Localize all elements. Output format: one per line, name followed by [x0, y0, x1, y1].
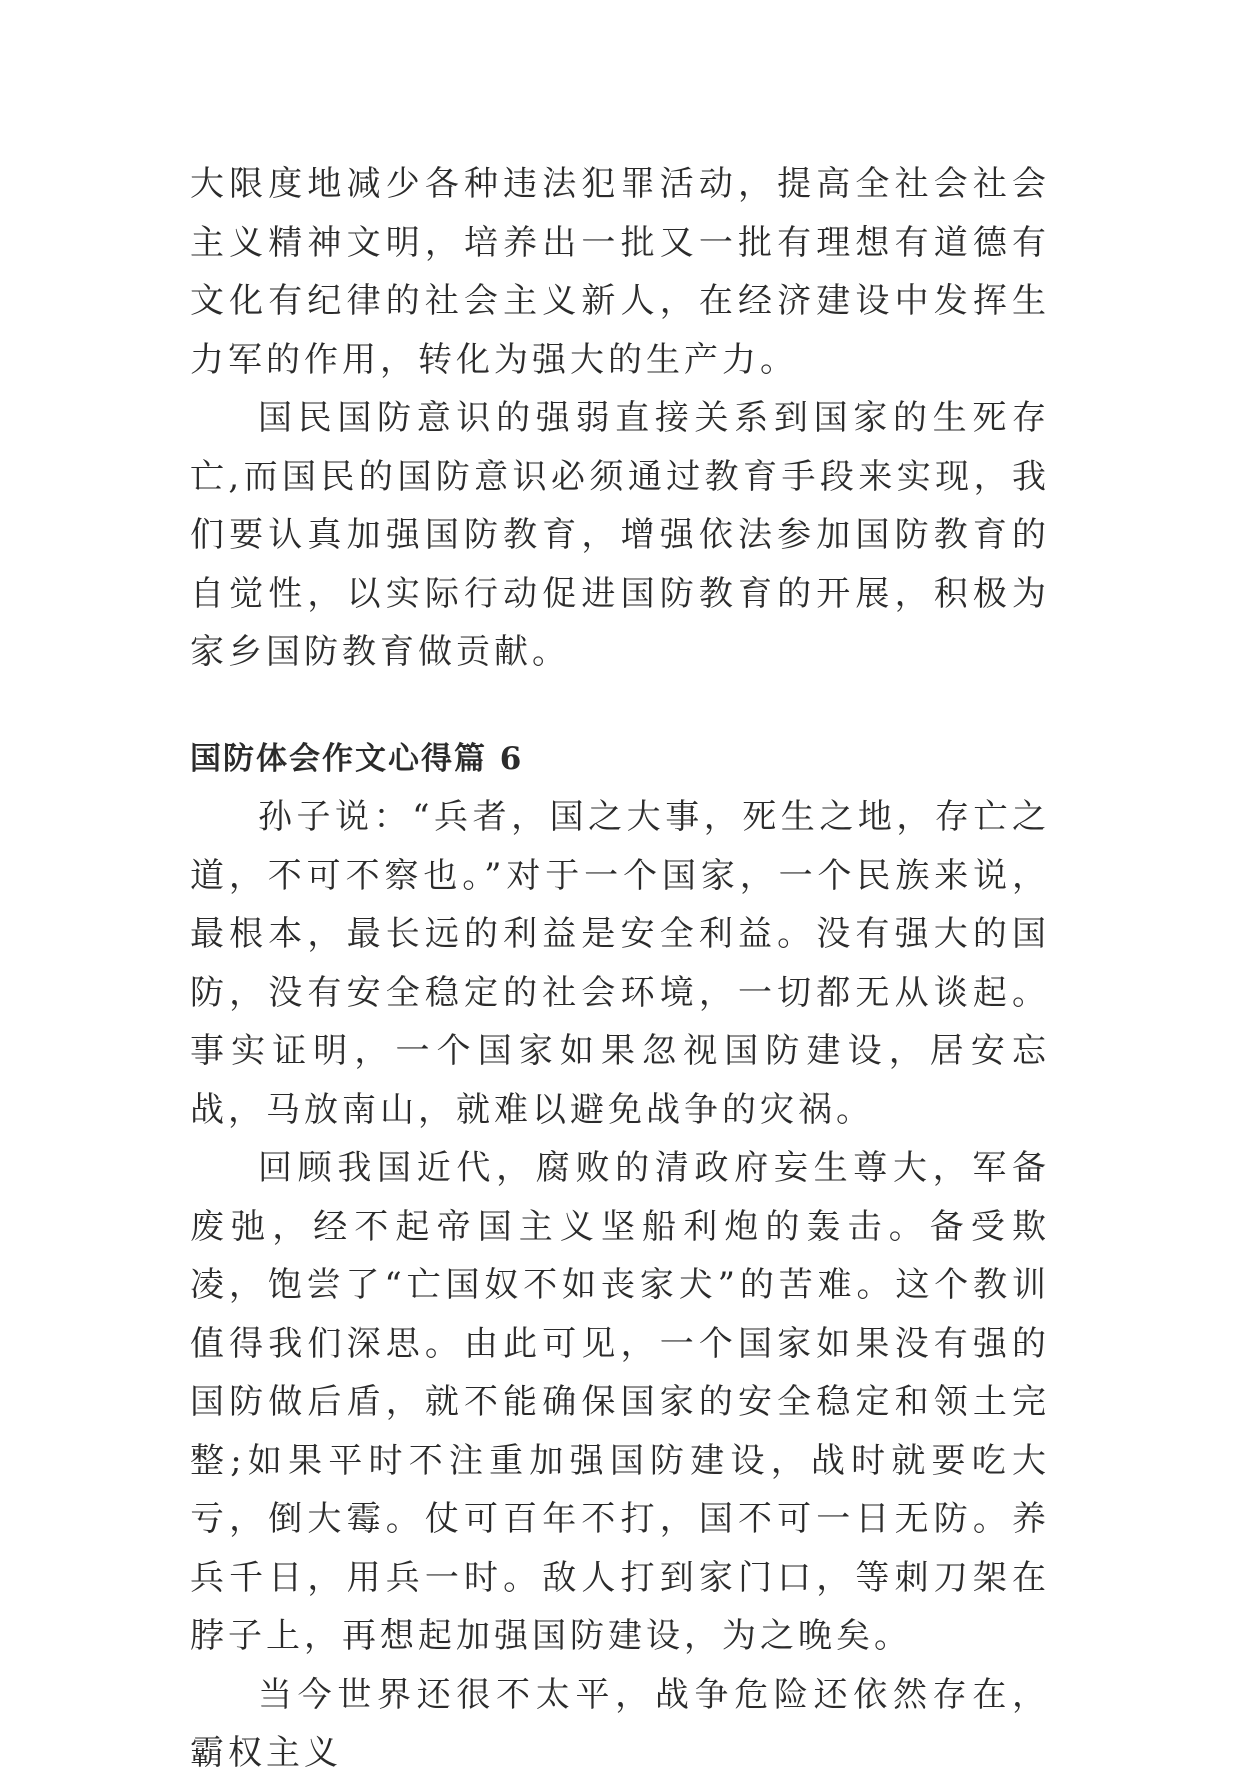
document-body — [190, 155, 1050, 1783]
paragraph-modern-history: 回顾我国近代，腐败的清政府妄生尊大，军备废弛，经不起帝国主义坚船利炮的轰击。备受欺凌，饱尝了“亡国奴不如丧家犬”的苦难。这个教训值得我们深思。由此可见，一个国家如果没有强的国防做后盾，就不能确保国家的安全稳定和领土完整;如果平时不注重加强国防建设，战时就要吃大亏，倒大霉。仗可百年不打，国不可一日无防。养兵千日，用兵一时。敌人打到家门口，等刺刀架在脖子上，再想起加强国防建设，为之晚矣。 — [190, 1148, 1050, 1656]
paragraph-sunzi-quote: 孙子说：“兵者，国之大事，死生之地，存亡之道，不可不察也。”对于一个国家，一个民族来说，最根本，最长远的利益是安全利益。没有强大的国防，没有安全稳定的社会环境，一切都无从谈起。事实证明，一个国家如果忽视国防建设，居安忘战，马放南山，就难以避免战争的灾祸。 — [190, 797, 1050, 1130]
section-heading: 国防体会作文心得篇 6 — [190, 740, 524, 777]
paragraph-current-world: 当今世界还很不太平，战争危险还依然存在，霸权主义 — [190, 1674, 1050, 1773]
paragraph-continuation: 大限度地减少各种违法犯罪活动，提高全社会社会主义精神文明，培养出一批又一批有理想有道德有文化有纪律的社会主义新人，在经济建设中发挥生力军的作用，转化为强大的生产力。 — [190, 164, 1050, 380]
paragraph-national-defense-awareness: 国民国防意识的强弱直接关系到国家的生死存亡,而国民的国防意识必须通过教育手段来实现，我们要认真加强国防教育，增强依法参加国防教育的自觉性，以实际行动促进国防教育的开展，积极为家乡国防教育做贡献。 — [190, 398, 1050, 672]
